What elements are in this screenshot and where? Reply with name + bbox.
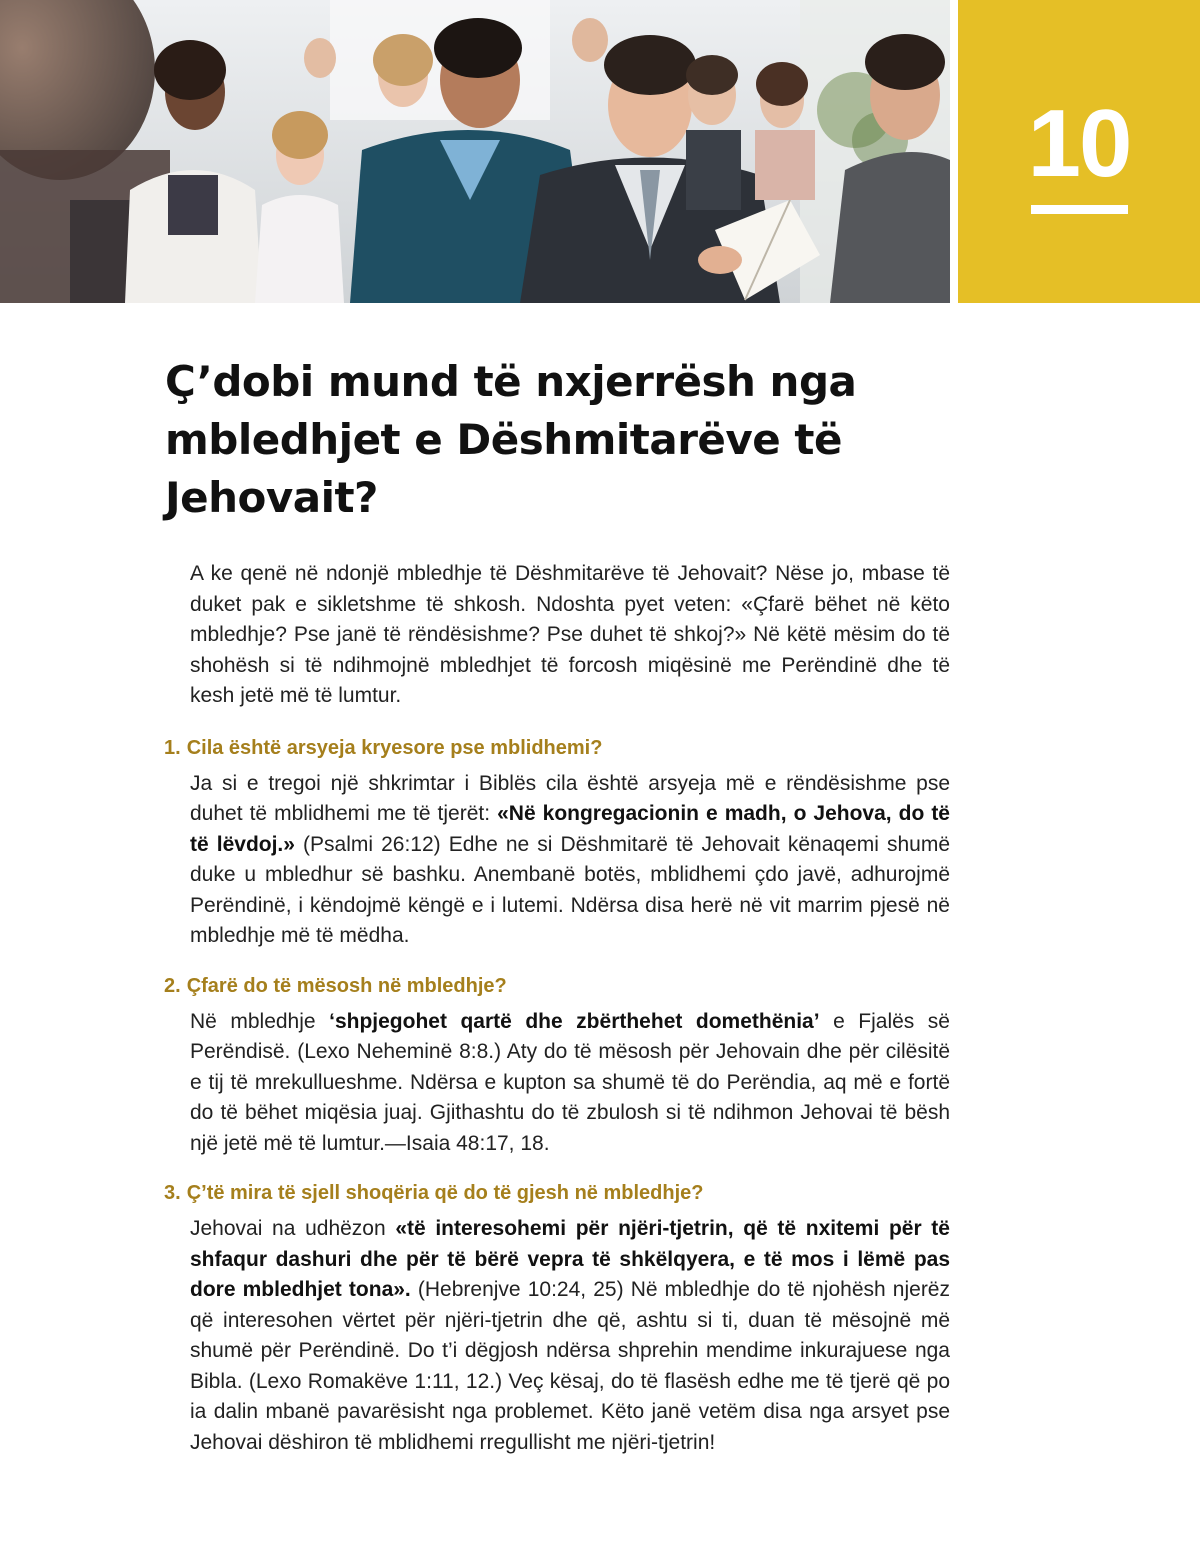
section-question: 2. Çfarë do të mësosh në mbledhje?: [164, 974, 507, 997]
lesson-number-badge: [958, 0, 1200, 303]
lesson-number: 10: [1027, 90, 1131, 197]
bible-quote: «të interesohemi për njëri-tjetrin, që të nxitemi për të shfaqur dashuri dhe për të bërë vepra të shkëlqyera, e të mos i lëmë pas dore mbledhjet tona».: [190, 1217, 950, 1301]
lesson-title: Ç’dobi mund të nxjerrësh nga mbledhjet e Dëshmitarëve të Jehovait?: [165, 357, 857, 522]
bible-quote: «Në kongregacionin e madh, o Jehova, do të të lëvdoj.»: [190, 802, 950, 856]
meeting-illustration: [0, 0, 950, 303]
section-question: 3. Ç’të mira të sjell shoqëria që do të gjesh në mbledhje?: [164, 1182, 704, 1204]
intro-paragraph: A ke qenë në ndonjë mbledhje të Dëshmitarëve të Jehovait? Nëse jo, mbase të duket pak e sikletshme të shkosh. Ndoshta pyet veten: «Çfarë bëhet në këto mbledhje? Pse janë të rëndësishme? Pse duhet të shkoj?» Në këtë mësim do të shohësh si të ndihmojnë mbledhjet të forcosh miqësinë me Perëndinë dhe të kesh jetë më të lumtur.: [190, 562, 950, 707]
section-paragraph: Jehovai na udhëzon «të interesohemi për njëri-tjetrin, që të nxitemi për të shfaqur dashuri dhe për të bërë vepra të shkëlqyera, e të mos i lëmë pas dore mbledhjet tona». (Hebrenjve 10:24, 25) Në mbledhje do të njohësh njerëz që interesohen vërtet për njëri-tjetrin dhe që, ashtu si ti, duan të mësojnë më shumë për Perëndinë. Do t’i dëgjosh ndërsa shprehin mendime inkurajuese nga Bibla. (Lexo Romakëve 1:11, 12.) Veç kësaj, do të flasësh edhe me të tjerë që po ia dalin mbanë pavarësisht nga problemet. Këto janë vetëm disa nga arsyet pse Jehovai dëshiron të mblidhemi rregullisht me njëri-tjetrin!: [190, 1217, 950, 1454]
section-1: [164, 733, 950, 952]
section-paragraph: Ja si e tregoi një shkrimtar i Biblës cila është arsyeja më e rëndësishme pse duhet të mblidhemi me të tjerët: «Në kongregacionin e madh, o Jehova, do të të lëvdoj.» (Psalmi 26:12) Edhe ne si Dëshmitarë të Jehovait kënaqemi shumë duke u mbledhur së bashku. Anembanë botës, mblidhemi çdo javë, adhurojmë Perëndinë, i këndojmë këngë e i lutemi. Ndërsa disa herë në vit marrim pjesë në mbledhje më të mëdha.: [190, 771, 950, 947]
lesson-content: [164, 559, 950, 1477]
section-3: [164, 1178, 950, 1458]
bible-quote: ‘shpjegohet qartë dhe zbërthehet domethënia’: [329, 1009, 820, 1033]
lesson-number-underline: [1031, 205, 1128, 214]
header-photo: [0, 0, 950, 303]
section-2: [164, 971, 950, 1160]
section-question: 1. Cila është arsyeja kryesore pse mblidhemi?: [164, 736, 603, 759]
section-paragraph: Në mbledhje ‘shpjegohet qartë dhe zbërthehet domethënia’ e Fjalës së Perëndisë. (Lexo Neheminë 8:8.) Aty do të mësosh për Jehovain dhe për cilësitë e tij të mrekullueshme. Ndërsa e kupton sa shumë të do Perëndia, aq më e fortë do të bëhet miqësia juaj. Gjithashtu do të zbulosh si të ndihmon Jehovai të bësh një jetë më të lumtur.—Isaia 48:17, 18.: [190, 1009, 950, 1155]
